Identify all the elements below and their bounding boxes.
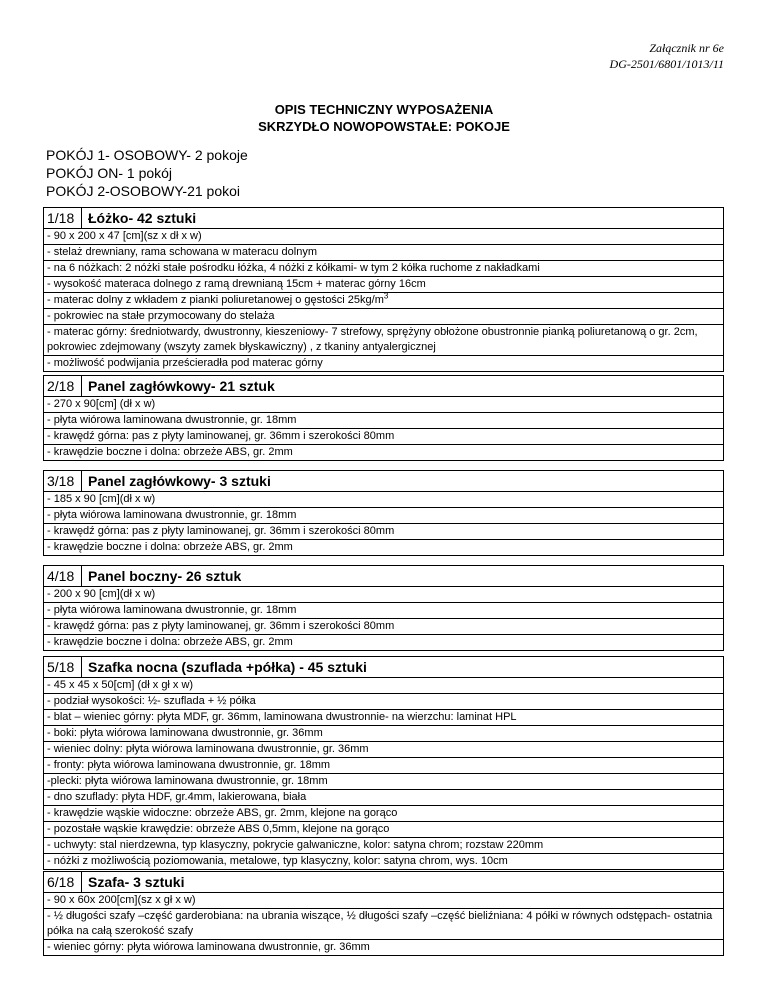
spec-row: - 270 x 90[cm] (dł x w): [44, 397, 723, 413]
spec-row: - ½ długości szafy –część garderobiana: na ubrania wiszące, ½ długości szafy –część bieliźniana: 4 półki w równych odstępach- ostatnia półka na całą szerokość szafy: [44, 909, 723, 940]
spec-row: - 90 x 60x 200[cm](sz x gł x w): [44, 893, 723, 909]
spec-row: - krawędzie boczne i dolna: obrzeże ABS, gr. 2mm: [47, 541, 293, 553]
item-number: 6/18: [44, 872, 82, 892]
spec-row: - podział wysokości: ½- szuflada + ½ półka: [44, 694, 723, 710]
unit-exponent: 3: [383, 293, 389, 301]
spec-row: - pokrowiec na stałe przymocowany do stelaża: [44, 309, 723, 325]
spec-header: [44, 376, 723, 397]
spec-header: [44, 872, 723, 893]
spec-row: - możliwość podwijania prześcieradła pod materac górny: [47, 357, 323, 369]
item-number: 5/18: [44, 657, 82, 677]
rooms-list: [46, 146, 248, 200]
spec-row: - krawędź górna: pas z płyty laminowanej, gr. 36mm i szerokości 80mm: [44, 619, 723, 635]
spec-row: - krawędź górna: pas z płyty laminowanej, gr. 36mm i szerokości 80mm: [44, 524, 723, 540]
spec-row: - uchwyty: stal nierdzewna, typ klasyczny, pokrycie galwaniczne, kolor: satyna chrom; rozstaw 220mm: [44, 838, 723, 854]
spec-row: - płyta wiórowa laminowana dwustronnie, gr. 18mm: [44, 413, 723, 429]
title-line-2: SKRZYDŁO NOWOPOWSTAŁE: POKOJE: [258, 119, 510, 134]
item-number: 3/18: [44, 471, 82, 491]
spec-table-nightstand: [43, 656, 724, 870]
spec-row: - fronty: płyta wiórowa laminowana dwustronnie, gr. 18mm: [44, 758, 723, 774]
spec-row: - materac górny: średniotwardy, dwustronny, kieszeniowy- 7 strefowy, sprężyny obłożone obustronnie pianką poliuretanową o gr. 2cm, pokrowiec zdejmowany (wszyty zamek błyskawiczny) , z tkaniny antyalergicznej: [44, 325, 723, 356]
spec-row: - 185 x 90 [cm](dł x w): [44, 492, 723, 508]
room-line: POKÓJ 1- OSOBOWY- 2 pokoje: [46, 147, 248, 163]
spec-header: [44, 471, 723, 492]
spec-table-bed: [43, 207, 724, 372]
spec-row: - krawędzie boczne i dolna: obrzeże ABS, gr. 2mm: [47, 636, 293, 648]
spec-row: - na 6 nóżkach: 2 nóżki stałe pośrodku łóżka, 4 nóżki z kółkami- w tym 2 kółka ruchome z nakładkami: [44, 261, 723, 277]
room-line: POKÓJ 2-OSOBOWY-21 pokoi: [46, 183, 240, 199]
spec-row: - krawędzie wąskie widoczne: obrzeże ABS, gr. 2mm, klejone na gorąco: [44, 806, 723, 822]
spec-table-wardrobe: [43, 871, 724, 956]
spec-table-side-panel: [43, 565, 724, 651]
spec-row: - krawędzie boczne i dolna: obrzeże ABS, gr. 2mm: [47, 446, 293, 458]
spec-row: - wysokość materaca dolnego z ramą drewnianą 15cm + materac górny 16cm: [44, 277, 723, 293]
item-title: Szafka nocna (szuflada +półka) - 45 sztuki: [88, 659, 367, 675]
spec-row: - wieniec dolny: płyta wiórowa laminowana dwustronnie, gr. 36mm: [44, 742, 723, 758]
spec-row: -plecki: płyta wiórowa laminowana dwustronnie, gr. 18mm: [44, 774, 723, 790]
title-line-1: OPIS TECHNICZNY WYPOSAŻENIA: [274, 102, 494, 117]
document-title: [0, 101, 768, 135]
spec-header: [44, 657, 723, 678]
item-number: 1/18: [44, 208, 82, 228]
annex-reference: [610, 40, 724, 72]
annex-number: Załącznik nr 6e: [649, 41, 724, 55]
spec-row: - płyta wiórowa laminowana dwustronnie, gr. 18mm: [44, 603, 723, 619]
spec-row: - 200 x 90 [cm](dł x w): [44, 587, 723, 603]
item-title: Szafa- 3 sztuki: [88, 874, 185, 890]
spec-header: [44, 208, 723, 229]
item-title: Panel zagłówkowy- 3 sztuki: [88, 473, 271, 489]
spec-row: - pozostałe wąskie krawędzie: obrzeże ABS 0,5mm, klejone na gorąco: [44, 822, 723, 838]
spec-row: - wieniec górny: płyta wiórowa laminowana dwustronnie, gr. 36mm: [47, 941, 370, 953]
room-line: POKÓJ ON- 1 pokój: [46, 165, 173, 181]
spec-row: - dno szuflady: płyta HDF, gr.4mm, lakierowana, biała: [44, 790, 723, 806]
spec-row: - boki: płyta wiórowa laminowana dwustronnie, gr. 36mm: [44, 726, 723, 742]
item-title: Łóżko- 42 sztuki: [88, 210, 197, 226]
spec-table-headboard-small: [43, 470, 724, 556]
item-title: Panel zagłówkowy- 21 sztuk: [88, 378, 275, 394]
spec-row-text: - materac dolny z wkładem z pianki poliuretanowej o gęstości 25kg/m: [47, 294, 384, 306]
spec-row: - płyta wiórowa laminowana dwustronnie, gr. 18mm: [44, 508, 723, 524]
spec-header: [44, 566, 723, 587]
item-number: 2/18: [44, 376, 82, 396]
spec-row: - krawędź górna: pas z płyty laminowanej, gr. 36mm i szerokości 80mm: [44, 429, 723, 445]
spec-row: - stelaż drewniany, rama schowana w materacu dolnym: [44, 245, 723, 261]
document-code: DG-2501/6801/1013/11: [609, 57, 724, 71]
spec-row: - blat – wieniec górny: płyta MDF, gr. 36mm, laminowana dwustronnie- na wierzchu: laminat HPL: [44, 710, 723, 726]
spec-row: - nóżki z możliwością poziomowania, metalowe, typ klasyczny, kolor: satyna chrom, wys. 10cm: [47, 855, 508, 867]
spec-row: - 45 x 45 x 50[cm] (dł x gł x w): [44, 678, 723, 694]
spec-row-density: [44, 293, 723, 309]
spec-row: - 90 x 200 x 47 [cm](sz x dł x w): [44, 229, 723, 245]
spec-table-headboard-large: [43, 375, 724, 461]
item-number: 4/18: [44, 566, 82, 586]
item-title: Panel boczny- 26 sztuk: [88, 568, 242, 584]
